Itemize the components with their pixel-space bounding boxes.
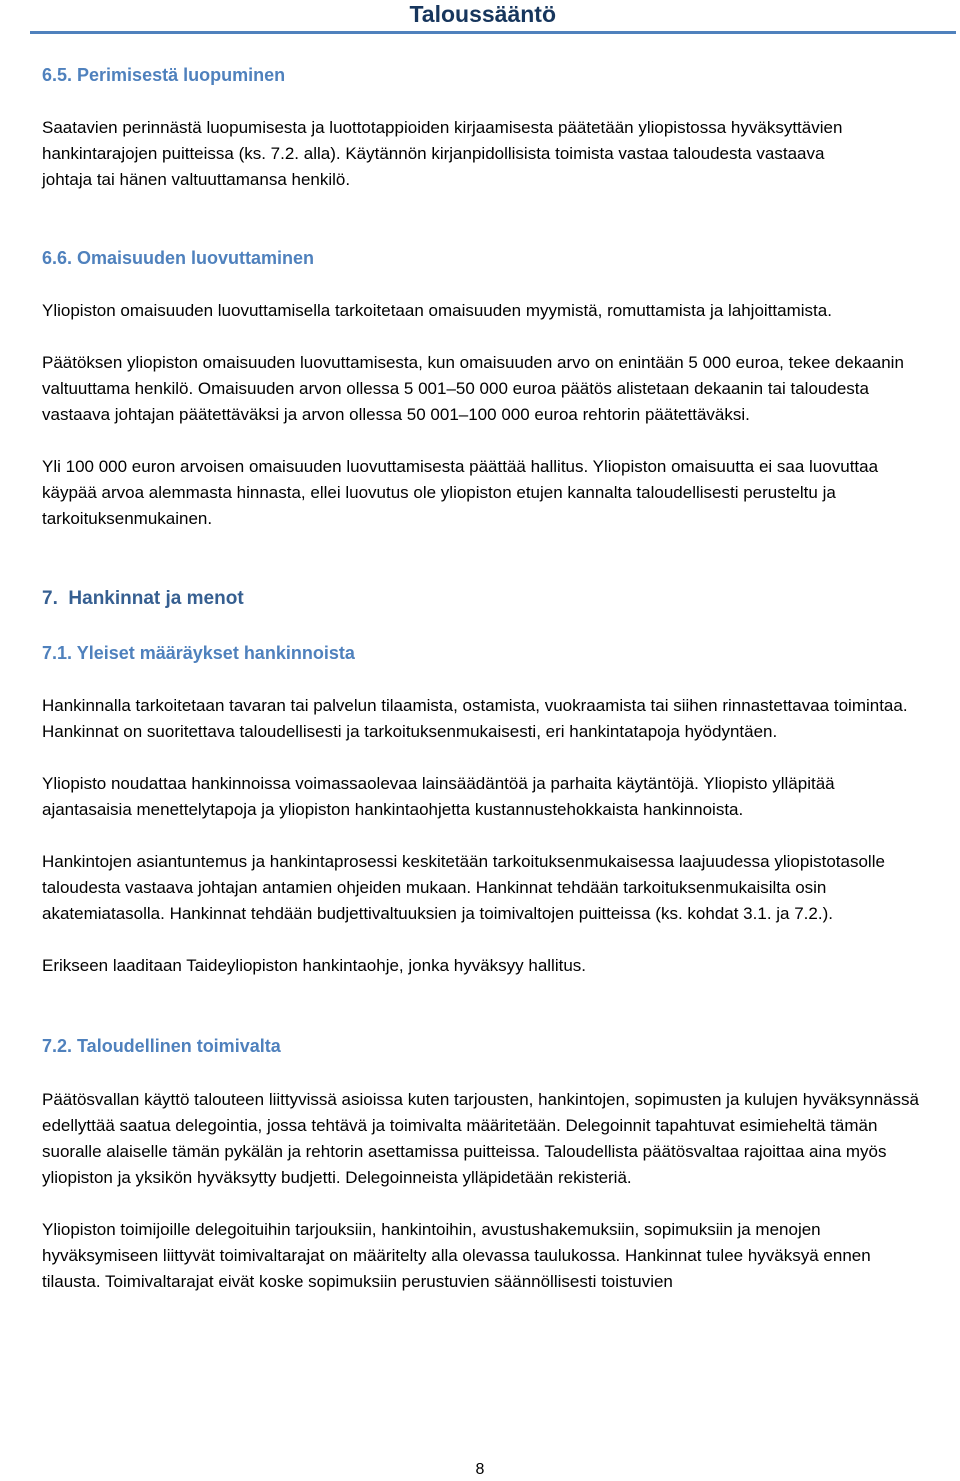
document-title: Taloussääntö bbox=[409, 1, 556, 27]
heading-6-6: 6.6. Omaisuuden luovuttaminen bbox=[42, 248, 315, 268]
paragraph: Hankintojen asiantuntemus ja hankintaprosessi keskitetään tarkoituksenmukaisessa laajuudessa yliopistotasolle taloudesta vastaava johtajan antamien ohjeiden mukaan. Hankinnat tehdään tarkoituksenmukaisilta osin akatemiatasolla. Hankinnat tehdään budjettivaltuuksien ja toimivaltojen puitteissa (ks. kohdat 3.1. ja 7.2.). bbox=[42, 852, 885, 923]
page-number: 8 bbox=[475, 1461, 485, 1478]
paragraph: Päätösvallan käyttö talouteen liittyvissä asioissa kuten tarjousten, hankintojen, sopimusten ja kulujen hyväksynnässä edellyttää saatua delegointia, jossa tehtävä ja toimivalta määritetään. Delegoinnit tapahtuvat esimieheltä tämän suoralle alaiselle tämän pykälän ja rehtorin asettamissa puitteissa. Taloudellista päätösvaltaa rajoittaa aina myös yliopiston ja yksikön hyväksytty budjetti. Delegoinneista ylläpidetään rekisteriä. bbox=[42, 1090, 919, 1187]
paragraph: Hankinnalla tarkoitetaan tavaran tai palvelun tilaamista, ostamista, vuokraamista tai siihen rinnastettavaa toimintaa. Hankinnat on suoritettava taloudellisesti ja tarkoituksenmukaisesti, eri hankintatapoja hyödyntäen. bbox=[42, 696, 908, 741]
heading-6-5: 6.5. Perimisestä luopuminen bbox=[42, 65, 286, 85]
paragraph: Erikseen laaditaan Taideyliopiston hankintaohje, jonka hyväksyy hallitus. bbox=[42, 956, 587, 975]
heading-7: 7. Hankinnat ja menot bbox=[42, 588, 244, 609]
heading-7-1: 7.1. Yleiset määräykset hankinnoista bbox=[42, 643, 355, 663]
paragraph: Yli 100 000 euron arvoisen omaisuuden luovuttamisesta päättää hallitus. Yliopiston omaisuutta ei saa luovuttaa käypää arvoa alemmasta hinnasta, ellei luovutus ole yliopiston etujen kannalta taloudellisesti perusteltu ja tarkoituksenmukainen. bbox=[42, 457, 879, 528]
paragraph: Yliopiston toimijoille delegoituihin tarjouksiin, hankintoihin, avustushakemuksiin, sopimuksiin ja menojen hyväksymiseen liittyvät toimivaltarajat on määritelty alla olevassa taulukossa. Hankinnat tulee hyväksyä ennen tilausta. Toimivaltarajat eivät koske sopimuksiin perustuvien säännöllisesti toistuvien bbox=[42, 1220, 871, 1291]
header-rule bbox=[30, 31, 956, 34]
paragraph: Yliopiston omaisuuden luovuttamisella tarkoitetaan omaisuuden myymistä, romuttamista ja lahjoittamista. bbox=[42, 301, 832, 320]
document-body bbox=[42, 62, 922, 1295]
page-header bbox=[30, 0, 956, 40]
paragraph: Yliopisto noudattaa hankinnoissa voimassaolevaa lainsäädäntöä ja parhaita käytäntöjä. Yliopisto ylläpitää ajantasaisia menettelytapoja ja yliopiston hankintaohjetta kustannustehokkaista hankinnoista. bbox=[42, 774, 835, 819]
paragraph: Saatavien perinnästä luopumisesta ja luottotappioiden kirjaamisesta päätetään yliopistossa hyväksyttävien hankintarajojen puitteissa (ks. 7.2. alla). Käytännön kirjanpidollisista toimista vastaa taloudesta vastaava johtaja tai hänen valtuuttamansa henkilö. bbox=[42, 118, 843, 189]
heading-7-2: 7.2. Taloudellinen toimivalta bbox=[42, 1036, 281, 1056]
paragraph: Päätöksen yliopiston omaisuuden luovuttamisesta, kun omaisuuden arvo on enintään 5 000 euroa, tekee dekaanin valtuuttama henkilö. Omaisuuden arvon ollessa 5 001–50 000 euroa päätös alistetaan dekaanin tai taloudesta vastaava johtajan päätettäväksi ja arvon ollessa 50 001–100 000 euroa rehtorin päätettäväksi. bbox=[42, 353, 904, 424]
